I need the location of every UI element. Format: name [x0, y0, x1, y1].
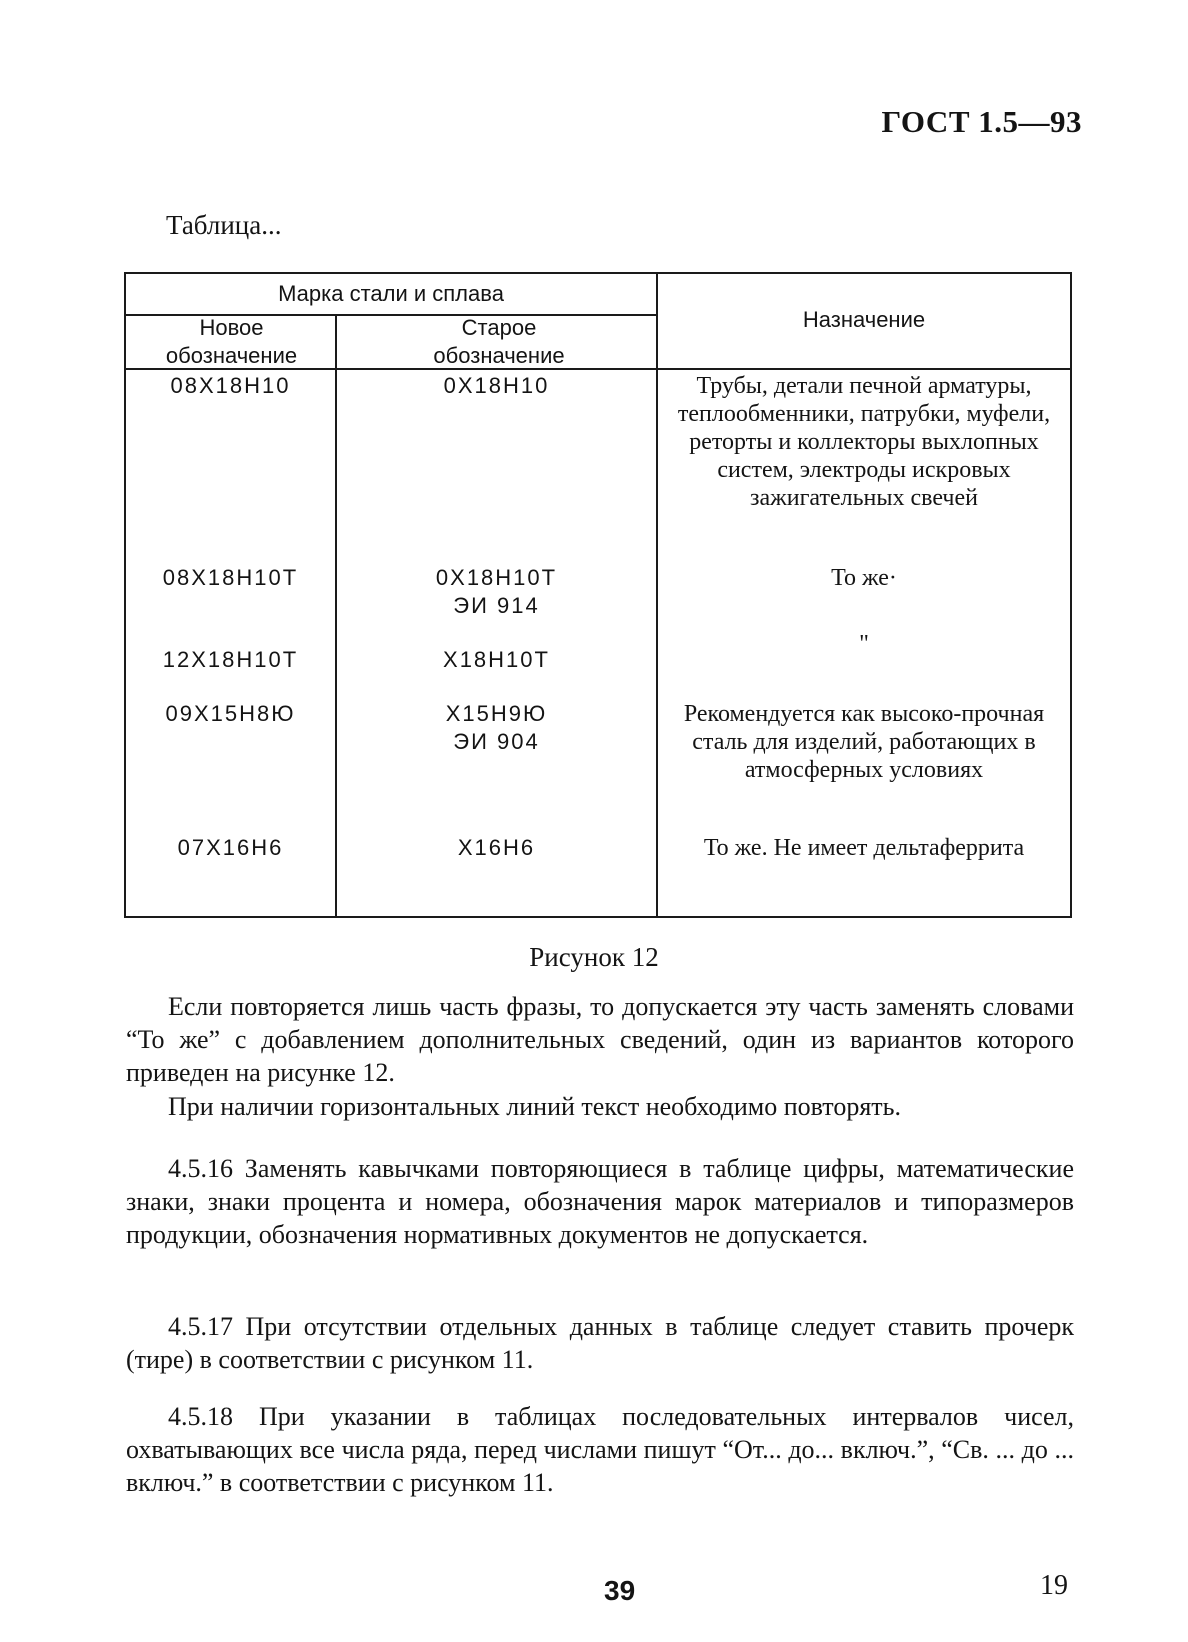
purpose-cell: Трубы, детали печной арматуры, теплообменники, патрубки, муфели, реторты и коллекторы выхлопных систем, электроды искровых зажигательных свечей	[677, 373, 1051, 511]
old-designation-cell	[337, 834, 656, 862]
body-paragraph: При наличии горизонтальных линий текст необходимо повторять.	[168, 1092, 902, 1121]
clause-4-5-17: 4.5.17 При отсутствии отдельных данных в таблице следует ставить прочерк (тире) в соответствии с рисунком 11.	[126, 1312, 1074, 1374]
old-designation-cell	[337, 372, 656, 400]
clause-4-5-18: 4.5.18 При указании в таблицах последовательных интервалов чисел, охватывающих все числа ряда, перед числами пишут “От... до... включ.”, “Св. ... до ... включ.” в соответствии с рисунком 11.	[126, 1402, 1074, 1497]
old-designation-line: ЭИ 914	[453, 593, 540, 618]
purpose-cell: То же·	[831, 565, 897, 591]
purpose-cell: То же. Не имеет дельтаферрита	[703, 835, 1025, 861]
purpose-cell: "	[859, 631, 869, 657]
header-purpose: Назначение	[802, 307, 926, 332]
header-steel-grade: Марка стали и сплава	[278, 281, 504, 306]
old-designation-cell	[337, 700, 656, 756]
clause-4-5-16: 4.5.16 Заменять кавычками повторяющиеся в таблице цифры, математические знаки, знаки процента и номера, обозначения марок материалов и типоразмеров продукции, обозначения нормативных документов не допускается.	[126, 1154, 1074, 1249]
header-new-designation: Новое обозначение	[165, 315, 298, 368]
old-designation-cell	[337, 646, 656, 674]
header-old-designation: Старое обозначение	[433, 315, 565, 368]
old-designation-cell	[337, 564, 656, 620]
purpose-cell: Рекомендуется как высоко-прочная сталь для изделий, работающих в атмосферных условиях	[683, 701, 1045, 783]
old-designation-line: Х18Н10Т	[443, 647, 550, 672]
new-designation-cell: 08Х18Н10	[170, 373, 291, 398]
page-number: 39	[604, 1575, 636, 1606]
sheet-number: 19	[1040, 1570, 1068, 1601]
new-designation-cell: 07Х16Н6	[177, 835, 284, 860]
figure-caption: Рисунок 12	[529, 942, 659, 972]
old-designation-line: Х16Н6	[457, 835, 536, 860]
new-designation-cell: 08Х18Н10Т	[162, 565, 299, 590]
old-designation-line: 0Х18Н10	[443, 373, 550, 398]
old-designation-line: ЭИ 904	[453, 729, 540, 754]
new-designation-cell: 12Х18Н10Т	[162, 647, 299, 672]
body-paragraph: Если повторяется лишь часть фразы, то допускается эту часть заменять словами “То же” с добавлением дополнительных сведений, один из вариантов которого приведен на рисунке 12.	[126, 992, 1074, 1087]
steel-grade-table	[124, 272, 1072, 918]
old-designation-line: Х15Н9Ю	[445, 701, 548, 726]
document-code: ГОСТ 1.5—93	[881, 104, 1082, 139]
table-caption: Таблица...	[166, 210, 282, 240]
old-designation-line: 0Х18Н10Т	[435, 565, 558, 590]
new-designation-cell: 09Х15Н8Ю	[165, 701, 296, 726]
table-divider	[656, 274, 658, 916]
